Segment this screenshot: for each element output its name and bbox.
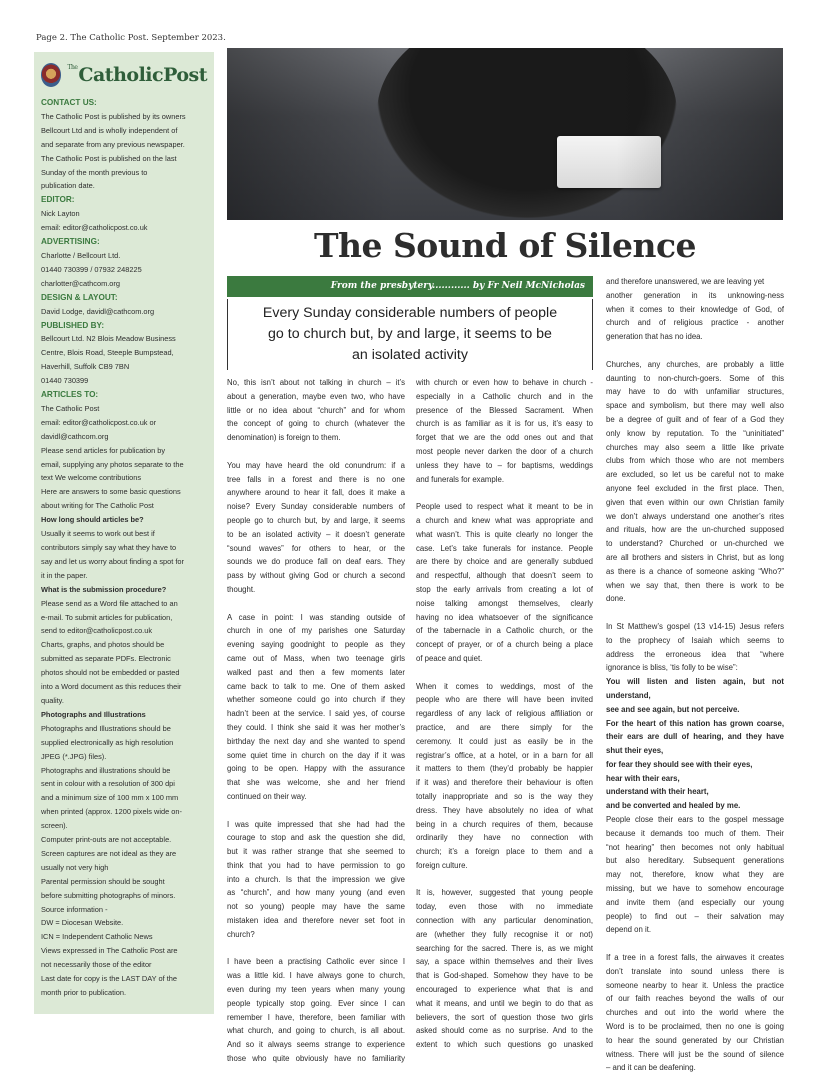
sidebar-text: How long should articles be? (41, 515, 144, 525)
paragraph-gap (416, 486, 593, 500)
sidebar-heading: PUBLISHED BY: (41, 320, 105, 330)
article-line: pass by without giving God or church a second (227, 571, 405, 581)
article-line: people) to find out – their salvation may (606, 911, 784, 921)
article-line: came out of Mass, when two teenage girls (227, 653, 405, 663)
standfirst-line: Every Sunday considerable numbers of people (262, 305, 558, 321)
sidebar-text: The Catholic Post (41, 403, 100, 413)
scripture-quote-line: For the heart of this nation has grown coarse, (606, 718, 784, 728)
article-line: people typically stop going. Ever since I can (227, 998, 405, 1008)
sidebar-info (41, 96, 207, 1000)
article-line: those who quite obviously have no familiarity (227, 1054, 405, 1064)
article-line: may not, therefore, know what they are (606, 870, 784, 880)
article-line: thought. (227, 584, 256, 594)
article-line: sounds we do produce fall on deaf ears. They (227, 557, 405, 567)
sidebar-text: The Catholic Post is published by its owners (41, 111, 186, 121)
sidebar-text: What is the submission procedure? (41, 584, 167, 594)
article-line: And so it always seems strange to experience (227, 1040, 405, 1050)
sidebar-text: send to editor@catholicpost.co.uk (41, 626, 153, 636)
sidebar-text: 01440 730399 (41, 376, 89, 386)
sidebar-text: sent in colour with a resolution of 300 dpi (41, 779, 175, 789)
article-line: say, a space within themselves and their lives (416, 957, 593, 967)
scripture-quote-line: and be converted and healed by me. (606, 801, 741, 811)
article-line: going to be open. Happy with the assurance (227, 764, 405, 774)
sidebar-text: Views expressed in The Catholic Post are (41, 946, 178, 956)
article-title: The Sound of Silence (313, 226, 697, 265)
paragraph-gap (606, 937, 784, 951)
article-line: searching for the sacred. There is, as we might (416, 943, 593, 953)
article-line: a church and knew what was appropriate and (416, 515, 593, 525)
scripture-quote-line: hear with their ears, (606, 773, 680, 783)
article-line: whether someone could go into church if they (227, 695, 405, 705)
article-line: be a degree of guilt and of fear of a God they (606, 414, 784, 424)
article-line: only know by reputation. To the “uninitiated” (606, 428, 784, 438)
sidebar-text: publication date. (41, 181, 95, 191)
article-line: and invite them (and especially our young (606, 897, 784, 907)
article-line: because it demands too much of them. Their (606, 828, 784, 838)
article-line: case. Let’s take funerals for instance. People (416, 543, 593, 553)
sidebar-text: email: editor@catholicpost.co.uk or (41, 417, 157, 427)
article-line: forget that we are the odd ones out and that (416, 433, 593, 443)
article-line: and funerals for example. (416, 474, 504, 484)
article-line: about a generation, maybe even two, who have (227, 391, 405, 401)
sidebar-text: submitted as separate PDFs. Electronic (41, 654, 171, 664)
paragraph-gap (227, 597, 405, 611)
sidebar-text: Please send as a Word file attached to an (41, 598, 178, 608)
sidebar-text: 01440 730399 / 07932 248225 (41, 264, 142, 274)
article-line: may have to do with unfamiliar structures, (606, 387, 784, 397)
article-line: are (whether they fully recognise it or not) (416, 929, 593, 939)
article-line: what it means, and until we begin to do that as (416, 998, 593, 1008)
article-line: as “church”, and how many young (and even (227, 888, 405, 898)
article-line: it matters to them (they’d probably be happier (416, 764, 593, 774)
sidebar-text: Computer print-outs are not acceptable. (41, 835, 172, 845)
article-line: given that even within our own Christian family (606, 497, 784, 507)
sidebar-text: Photographs and illustrations should be (41, 765, 171, 775)
article-line: of peace and quiet. (416, 653, 483, 663)
photo-vignette (227, 48, 783, 220)
article-line: was a little kid. I have always gone to church, (227, 971, 405, 981)
sidebar-text: Charts, graphs, and photos should be (41, 640, 165, 650)
sidebar-text: The Catholic Post is published on the last (41, 153, 177, 163)
article-line: address the erroneous idea that “where (606, 649, 784, 659)
article-line: daunting to non-church-goers. Some of this (606, 373, 784, 383)
sidebar-text: Please send articles for publication by (41, 445, 166, 455)
article-line: what church, and going to church, is all about. (227, 1026, 405, 1036)
sidebar-text: not necessarily those of the editor (41, 960, 152, 970)
sidebar-text: David Lodge, davidl@cathcom.org (41, 306, 155, 316)
article-line: people go to church but, by and large, it seems (227, 515, 405, 525)
article-line: If a tree in a forest falls, the airwaves it creates (606, 953, 784, 963)
sidebar-text: Nick Layton (41, 209, 80, 219)
sidebar-text: Photographs and Illustrations should be (41, 723, 171, 733)
article-line: stop the early arrivals from creating a lot of (416, 584, 593, 594)
scripture-quote-line: understand, (606, 690, 651, 700)
masthead-sidebar (34, 52, 214, 1014)
article-line: encouraged to experience what that is and (416, 985, 593, 995)
scripture-quote-line: their ears are dull of hearing, and they have (606, 732, 784, 742)
article-line: to be an isolated activity – it doesn’t generate (227, 529, 405, 539)
article-line: as there is a chance of someone asking “Who?” (606, 566, 784, 576)
article-line: not so young) people may have the same (227, 902, 405, 912)
article-line: depend on it. (606, 925, 652, 935)
sidebar-text: it in the paper. (41, 570, 88, 580)
sidebar-text: when printed (approx. 1200 pixels wide on- (41, 807, 182, 817)
page-header: Page 2. The Catholic Post. September 2023. (36, 33, 226, 43)
sidebar-text: Photographs and Illustrations (41, 709, 146, 719)
sidebar-text: text We welcome contributions (41, 473, 142, 483)
article-line: of our faith reaches beyond the walls of our (606, 994, 784, 1004)
article-line: registrar’s office, at a hotel, or in a barn for all (416, 750, 593, 760)
article-line: missing, but we have to somehow encourage (606, 884, 784, 894)
article-line: being in a church requires of them, because (416, 819, 593, 829)
sidebar-text: davidl@cathcom.org (41, 431, 109, 441)
article-line: presence of the Blessed Sacrament. When (416, 405, 593, 415)
article-line: space and symbolism, but there may well also (606, 401, 784, 411)
paragraph-gap (227, 804, 405, 818)
sidebar-text: into a Word document as this reduces their (41, 682, 182, 692)
article-line: believers, the sort of question those two girls (416, 1012, 593, 1022)
article-line: asked should come as no surprise. And to the (416, 1026, 593, 1036)
article-line: are all brothers and sisters in Christ, but as long (606, 552, 784, 562)
article-line: extent to which such questions go unasked (416, 1040, 593, 1050)
paragraph-gap (227, 942, 405, 956)
article-line: church; it’s a foreign place to them and a (416, 847, 593, 857)
sidebar-text: email: editor@catholicpost.co.uk (41, 223, 148, 233)
sidebar-text: about writing for The Catholic Post (41, 501, 154, 511)
sidebar-heading: DESIGN & LAYOUT: (41, 292, 118, 302)
article-line: practice, and are there simply for the (416, 722, 593, 732)
sidebar-text: JPEG (*.JPG) files). (41, 751, 107, 761)
article-line: remember I have, therefore, been familiar with (227, 1012, 405, 1022)
paragraph-gap (416, 666, 593, 680)
article-line: and respectful, although that doesn’t seem to (416, 571, 593, 581)
article-line: connection with any particular denomination, (416, 916, 593, 926)
article-line: that is God-shaped. Somehow they have to be (416, 971, 593, 981)
article-line: When it comes to weddings, most of the (416, 681, 593, 691)
article-line: to hear the sound generated by our Christian (606, 1035, 784, 1045)
sidebar-text: e-mail. To submit articles for publication, (41, 612, 173, 622)
logo-small-text: The (67, 64, 78, 71)
article-line: I was quite impressed that she had had the (227, 819, 405, 829)
article-line: someone nearby to hear it. Unless the practice (606, 980, 784, 990)
article-line: with church or even how to behave in church - (416, 378, 593, 387)
catholic-post-logo (41, 56, 207, 94)
article-line: totally inappropriate and so is the way they (416, 791, 593, 801)
logo-wordmark (67, 64, 207, 86)
sidebar-text: Usually it seems to work out best if (41, 529, 155, 539)
article-line: that she was welcome, she and her friend (227, 778, 405, 788)
sidebar-text: Last date for copy is the LAST DAY of the (41, 974, 177, 984)
article-line: A case in point: I was standing outside of (227, 612, 405, 622)
article-line: church and of religious practice - another (606, 318, 784, 328)
sidebar-text: charlotter@cathcom.org (41, 278, 120, 288)
sidebar-text: email, supplying any photos separate to the (41, 459, 184, 469)
article-line: today, even those with no immediate (416, 902, 593, 912)
scripture-quote-line: see and see again, but not perceive. (606, 704, 740, 714)
sidebar-text: and a minimum size of 100 mm x 100 mm (41, 793, 179, 803)
article-line: You may have heard the old conundrum: if a (227, 460, 405, 470)
sidebar-text: Bellcourt Ltd. N2 Blois Meadow Business (41, 334, 176, 344)
article-line: church in one of my parishes one Saturday (227, 626, 405, 636)
article-line: but it was rather strange that she seemed to (227, 847, 405, 857)
article-line: church? (227, 929, 255, 939)
article-line: denomination) is foreign to them. (227, 433, 341, 443)
article-line: they could. I think she said it was her mother’s (227, 722, 405, 732)
paragraph-gap (416, 873, 593, 887)
article-line: evening saying goodnight to people as they (227, 640, 405, 650)
article-line: most people never darken the door of a church (416, 446, 593, 456)
article-line: people who are there will have been invited (416, 695, 593, 705)
article-line: “not hearing” then becomes not only habitual (606, 842, 784, 852)
article-line: church is as familiar as it is for us, it’s easy to (416, 419, 593, 429)
standfirst-line: go to church but, by and large, it seems to be (268, 326, 552, 342)
sidebar-text: photos should not be embedded or pasted (41, 668, 180, 678)
paragraph-gap (606, 606, 784, 620)
article-line: into a church. Is that the impression we give (227, 874, 405, 884)
sidebar-text: Parental permission should be sought (41, 876, 165, 886)
paragraph-gap (606, 344, 784, 358)
article-line: In St Matthew’s gospel (13 v14-15) Jesus refers (606, 621, 784, 631)
article-line: foreign culture. (416, 860, 468, 870)
article-line: having no idea whatsoever of the significance (416, 612, 593, 622)
paragraph-gap (227, 445, 405, 459)
sidebar-text: Screen captures are not ideal as they are (41, 848, 177, 858)
article-line: tree falls in a forest and there is no one (227, 474, 405, 484)
article-line: dress. They have absolutely no idea of what (416, 805, 593, 815)
article-line: even during my teen years when many young (227, 985, 405, 995)
article-line: but also hereditary. Subsequent generations (606, 856, 784, 866)
sidebar-text: supplied electronically as high resolution (41, 737, 174, 747)
article-line: especially in a Catholic church and in the (416, 391, 593, 401)
article-line: the concept of going to church (whatever the (227, 419, 405, 429)
article-line: clubs from which those who are not members (606, 456, 784, 466)
article-line: unless they have to – for baptisms, weddings (416, 460, 593, 470)
sidebar-text: ICN = Independent Catholic News (41, 932, 153, 942)
article-line: concept of prayer, or of a church being a place (416, 640, 593, 650)
article-line: regardless of any lack of religious affiliation or (416, 709, 593, 719)
article-line: “sound waves” for others to hear, or the (227, 543, 405, 553)
logo-name: CatholicPost (78, 64, 207, 86)
article-line: hadn’t been at the service. I said yes, of course (227, 709, 405, 719)
article-line: walked past and then a few moments later (227, 667, 405, 677)
article-line: anyone feel excluded in the first place. Then, (606, 483, 784, 493)
sidebar-text: before submitting photographs of minors. (41, 890, 176, 900)
sidebar-text: Source information - (41, 904, 108, 914)
sidebar-text: contributors simply say what they have to (41, 543, 177, 552)
sidebar-text: and separate from any previous newspaper. (41, 139, 185, 149)
article-line: to understand? Churched or un-churched we (606, 539, 784, 549)
article-line: continued on their way. (227, 791, 307, 801)
article-line: courage to stop and ask the question she did, (227, 833, 405, 843)
priest-collar-photo (227, 48, 783, 220)
article-line: don’t translate into sound unless there is (606, 966, 784, 976)
scripture-quote-line: for fear they should see with their eyes, (606, 759, 753, 769)
article-line: People close their ears to the gospel message (606, 815, 784, 825)
article-line: came back to talk to me. One of them asked (227, 681, 405, 691)
article-line: It is, however, suggested that young people (416, 888, 593, 898)
sidebar-text: month prior to publication. (41, 988, 127, 997)
article-line: ignorance is bliss, ‘tis folly to be wise”: (606, 663, 738, 673)
article-line: are there by choice and are generally subdued (416, 557, 593, 567)
article-column-3 (606, 275, 784, 1075)
article-line: generation that has no idea. (606, 332, 703, 342)
article-line: what wasn’t. This is quite clearly no longer the (416, 529, 593, 539)
article-line: churches may also seem a little like private (606, 442, 784, 452)
sidebar-text: say and let us worry about finding a spot for (41, 556, 184, 566)
article-line: noise? Every Sunday considerable numbers of (227, 502, 405, 512)
article-line: if it was) and therefore their behaviour is often (416, 778, 593, 788)
article-line: another generation in its unknowing-ness (606, 290, 784, 300)
sidebar-text: DW = Diocesan Website. (41, 918, 124, 928)
article-line: of the tabernacle in a Catholic church, or the (416, 626, 593, 636)
article-line: are excluded, so let us be careful not to make (606, 470, 784, 480)
article-line: witness. There will just be the sound of silence (606, 1049, 784, 1059)
sidebar-heading: ARTICLES TO: (41, 390, 99, 400)
sidebar-text: Here are answers to some basic questions (41, 487, 181, 497)
seal-icon (41, 63, 61, 87)
article-line: done. (606, 594, 626, 604)
article-line: Churches, any churches, are probably a little (606, 359, 784, 369)
sidebar-heading: ADVERTISING: (41, 237, 100, 247)
article-line: – and it can be deafening. (606, 1063, 696, 1073)
standfirst-line: an isolated activity (352, 347, 468, 363)
article-line: churches and out into the world where the (606, 1008, 784, 1018)
article-line: Word is to be proclaimed, then no one is going (606, 1022, 784, 1032)
article-line: some quiet time in church on the day if it was (227, 750, 405, 760)
article-line: People used to respect what it meant to be in (416, 502, 593, 512)
sidebar-heading: CONTACT US: (41, 98, 97, 107)
article-line: little or no idea about “church” and for whom (227, 405, 405, 415)
sidebar-text: Bellcourt Ltd and is wholly independent of (41, 125, 178, 135)
article-line: birthday the next day and she wanted to spend (227, 736, 405, 746)
scripture-quote-line: understand with their heart, (606, 787, 709, 797)
scripture-quote-line: You will listen and listen again, but not (606, 677, 784, 687)
article-column-1 (227, 376, 405, 1066)
article-line: when we say that, then there is work to be (606, 580, 784, 590)
sidebar-heading: EDITOR: (41, 195, 75, 205)
article-line: ceremony. It could just as easily be in the (416, 736, 593, 746)
article-standfirst (227, 299, 593, 370)
article-line: we don’t always understand one another’s rites (606, 511, 784, 521)
sidebar-text: Centre, Blois Road, Steeple Bumpstead, (41, 348, 174, 358)
article-column-2 (416, 376, 593, 1052)
article-line: when it comes to their knowledge of God, of (606, 304, 784, 314)
sidebar-text: usually not very high (41, 862, 109, 872)
article-line: No, this isn’t about not talking in church – it’s (227, 378, 405, 387)
sidebar-text: screen). (41, 821, 68, 831)
sidebar-text: quality. (41, 695, 64, 705)
article-line: noise talking amongst themselves, clearly (416, 598, 593, 608)
article-line: mistaken idea and therefore never set foot in (227, 916, 405, 926)
article-line: anywhere around to hear it fall, does it make a (227, 488, 405, 498)
sidebar-text: Charlotte / Bellcourt Ltd. (41, 250, 121, 260)
article-line: think that you had to have permission to go (227, 860, 405, 870)
article-line: and therefore unanswered, we are leaving yet (606, 277, 765, 286)
sidebar-text: Haverhill, Suffolk CB9 7BN (41, 362, 130, 372)
article-line: ordinarily they have no connection with (416, 833, 593, 843)
article-byline: From the presbytery............ by Fr Neil McNicholas (227, 276, 593, 297)
article-line: I have been a practising Catholic ever since I (227, 957, 405, 967)
article-line: to the prophecy of Isaiah which seems to (606, 635, 784, 645)
sidebar-text: Sunday of the month previous to (41, 167, 148, 177)
article-line: and rituals, how are the un-churched supposed (606, 525, 784, 535)
scripture-quote-line: shut their eyes, (606, 746, 664, 756)
